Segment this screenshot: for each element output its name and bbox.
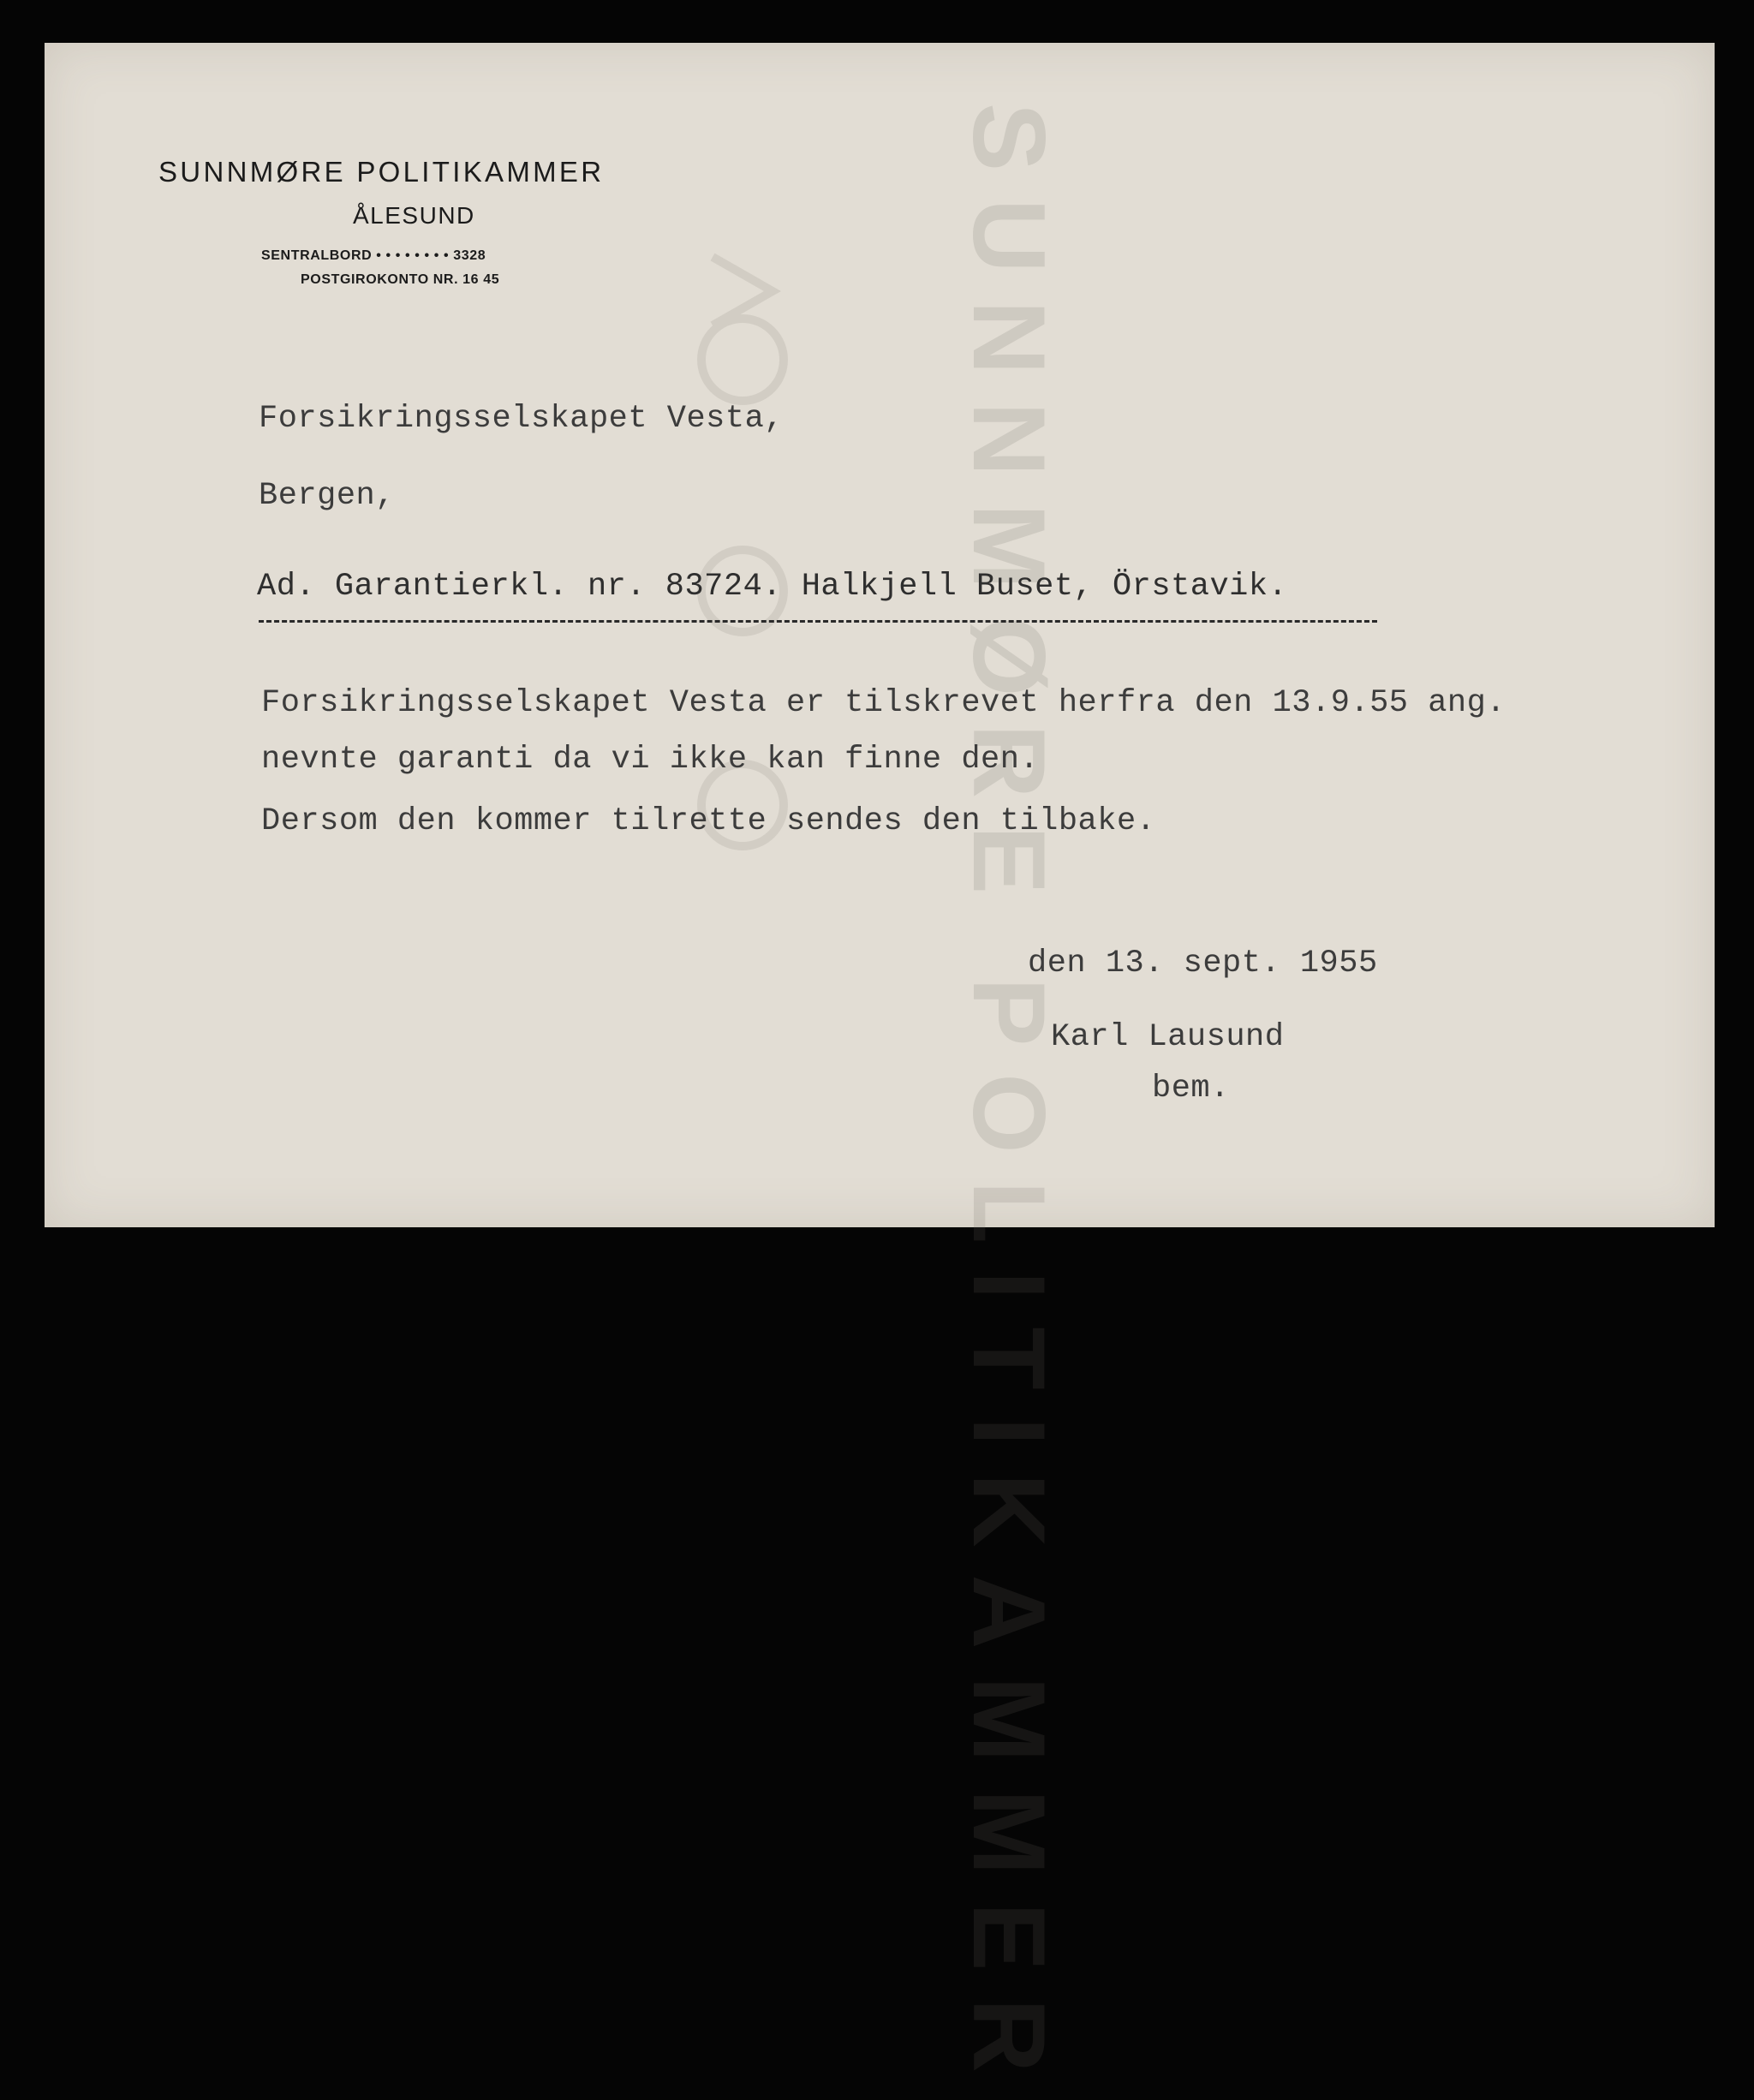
- subject-underline: [259, 620, 1377, 623]
- subject-line: Ad. Garantierkl. nr. 83724. Halkjell Buset, Örstavik.: [257, 569, 1288, 605]
- faint-seal-impression: [678, 240, 807, 1011]
- letterhead-name: SUNNMØRE POLITIKAMMER: [158, 156, 605, 188]
- document-sheet: [45, 43, 1715, 2100]
- recipient-city: Bergen,: [259, 478, 395, 514]
- recipient-name: Forsikringsselskapet Vesta,: [259, 401, 784, 437]
- signatory-title: bem.: [1152, 1071, 1230, 1107]
- letterhead-phone: SENTRALBORD • • • • • • • • 3328: [261, 248, 486, 263]
- letterhead-city: ÅLESUND: [353, 202, 475, 229]
- letterhead-giro: POSTGIROKONTO NR. 16 45: [301, 272, 500, 287]
- body-line-3: Dersom den kommer tilrette sendes den tilbake.: [261, 803, 1156, 839]
- letter-date: den 13. sept. 1955: [1028, 946, 1378, 981]
- watermark-text: SUNNMØRE POLITIKAMMER: [952, 103, 1066, 2100]
- body-line-1: Forsikringsselskapet Vesta er tilskrevet herfra den 13.9.55 ang.: [261, 685, 1506, 721]
- body-line-2: nevnte garanti da vi ikke kan finne den.: [261, 742, 1040, 778]
- signatory-name: Karl Lausund: [1051, 1019, 1285, 1055]
